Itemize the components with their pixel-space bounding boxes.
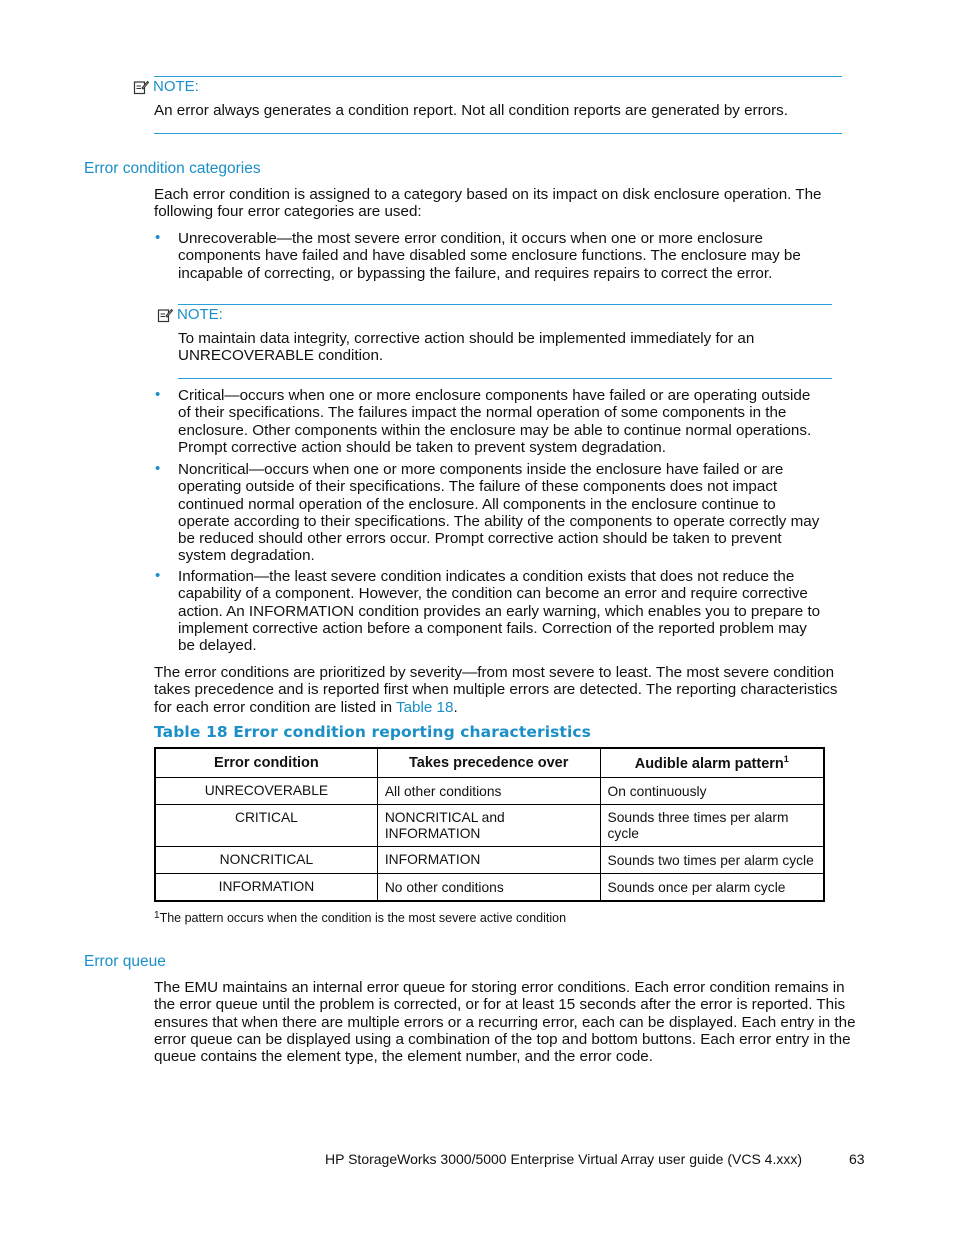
table-header-row	[155, 748, 824, 778]
bullet-information: Information—the least severe condition indicates a condition exists that does not reduce the capability of a component. However, the condition can become an error and require corrective action. An INFORMATION condition provides an early warning, which enables you to prepare to implement corrective action before a component fails. Correction of the reported problem may be delayed.	[178, 568, 821, 655]
page-number: 63	[849, 1151, 865, 1167]
section1-closing-text: The error conditions are prioritized by severity—from most severe to least. The most severe condition takes precedence and is reported first when multiple errors are detected. The reporting characteristics for each error condition are listed in	[154, 664, 838, 716]
table-caption: Table 18 Error condition reporting characteristics	[154, 723, 591, 741]
bullet-dot: •	[155, 386, 161, 403]
table-cell-condition: CRITICAL	[155, 805, 377, 847]
table-cell-precedence: No other conditions	[377, 874, 600, 901]
table-row	[155, 847, 824, 874]
table-cell-alarm: On continuously	[600, 778, 824, 805]
footer-title: HP StorageWorks 3000/5000 Enterprise Virtual Array user guide (VCS 4.xxx)	[325, 1151, 803, 1167]
table-footnote	[154, 910, 566, 925]
table-cell-precedence: INFORMATION	[377, 847, 600, 874]
error-condition-table	[154, 747, 825, 902]
note1-bottom-rule	[154, 133, 842, 134]
table-cell-alarm: Sounds once per alarm cycle	[600, 874, 824, 901]
table-cell-condition: UNRECOVERABLE	[155, 778, 377, 805]
note2-text: To maintain data integrity, corrective action should be implemented immediately for an UNRECOVERABLE condition.	[178, 330, 755, 365]
footnote-number: 1	[154, 910, 160, 921]
section1-closing	[154, 664, 844, 716]
note2-label: NOTE:	[177, 306, 223, 323]
bullet-unrecoverable: Unrecoverable—the most severe error condition, it occurs when one or more enclosure components have failed and have disabled some enclosure functions. The enclosure may be incapable of correcting, or bypassing the failure, and requires repairs to correct the error.	[178, 230, 801, 282]
table-cell-condition: INFORMATION	[155, 874, 377, 901]
footnote-marker: 1	[783, 754, 789, 765]
section-heading-error-condition-categories: Error condition categories	[84, 160, 261, 177]
table-cell-alarm: Sounds three times per alarm cycle	[600, 805, 824, 847]
bullet-dot: •	[155, 229, 161, 246]
note2-bottom-rule	[178, 378, 832, 379]
column-header-error-condition: Error condition	[155, 748, 377, 778]
table-cell-precedence: All other conditions	[377, 778, 600, 805]
note2-heading	[157, 306, 223, 323]
table-row	[155, 805, 824, 847]
bullet-critical: Critical—occurs when one or more enclosure components have failed or are operating outside of their specifications. The failures impact the normal operation of some components in the enclosure. Other components within the enclosure may be able to continue normal operations. Prompt corrective action should be taken to prevent system degradation.	[178, 387, 812, 456]
table-cell-alarm: Sounds two times per alarm cycle	[600, 847, 824, 874]
note1-top-rule	[154, 76, 842, 77]
note1-text: An error always generates a condition report. Not all condition reports are generated by errors.	[154, 102, 788, 119]
note1-heading	[133, 78, 199, 95]
column-header-alarm-pattern-label: Audible alarm pattern	[634, 755, 784, 772]
note-pencil-icon	[133, 79, 149, 95]
note2-top-rule	[178, 304, 832, 305]
section1-intro: Each error condition is assigned to a category based on its impact on disk enclosure operation. The following four error categories are used:	[154, 186, 822, 221]
bullet-noncritical: Noncritical—occurs when one or more components inside the enclosure have failed or are operating outside of their specifications. The failure of these components does not impact continued normal operation of the enclosure. All components in the enclosure continue to operate according to their specifications. The ability of the components to operate correctly may be reduced should other errors occur. Prompt corrective action should be taken to prevent system degradation.	[178, 461, 820, 565]
table-cell-precedence: NONCRITICAL and INFORMATION	[377, 805, 600, 847]
section-heading-error-queue: Error queue	[84, 953, 166, 970]
note1-label: NOTE:	[153, 78, 199, 95]
section2-text: The EMU maintains an internal error queue for storing error conditions. Each error condition remains in the error queue until the problem is corrected, or for at least 15 seconds after the error is reported. This ensures that when there are multiple errors or a recurring error, each can be displayed. Each entry in the error queue can be displayed using a combination of the top and bottom buttons. Each error entry in the queue contains the element type, the element number, and the error code.	[154, 979, 856, 1066]
bullet-dot: •	[155, 460, 161, 477]
section1-closing-period: .	[453, 698, 458, 716]
note-pencil-icon	[157, 307, 173, 323]
table-row	[155, 874, 824, 901]
table-18-link[interactable]: Table 18	[396, 698, 454, 716]
column-header-alarm-pattern	[600, 748, 824, 778]
table-cell-condition: NONCRITICAL	[155, 847, 377, 874]
table-row	[155, 778, 824, 805]
column-header-takes-precedence: Takes precedence over	[377, 748, 600, 778]
bullet-dot: •	[155, 567, 161, 584]
footnote-text: The pattern occurs when the condition is the most severe active condition	[159, 911, 567, 925]
